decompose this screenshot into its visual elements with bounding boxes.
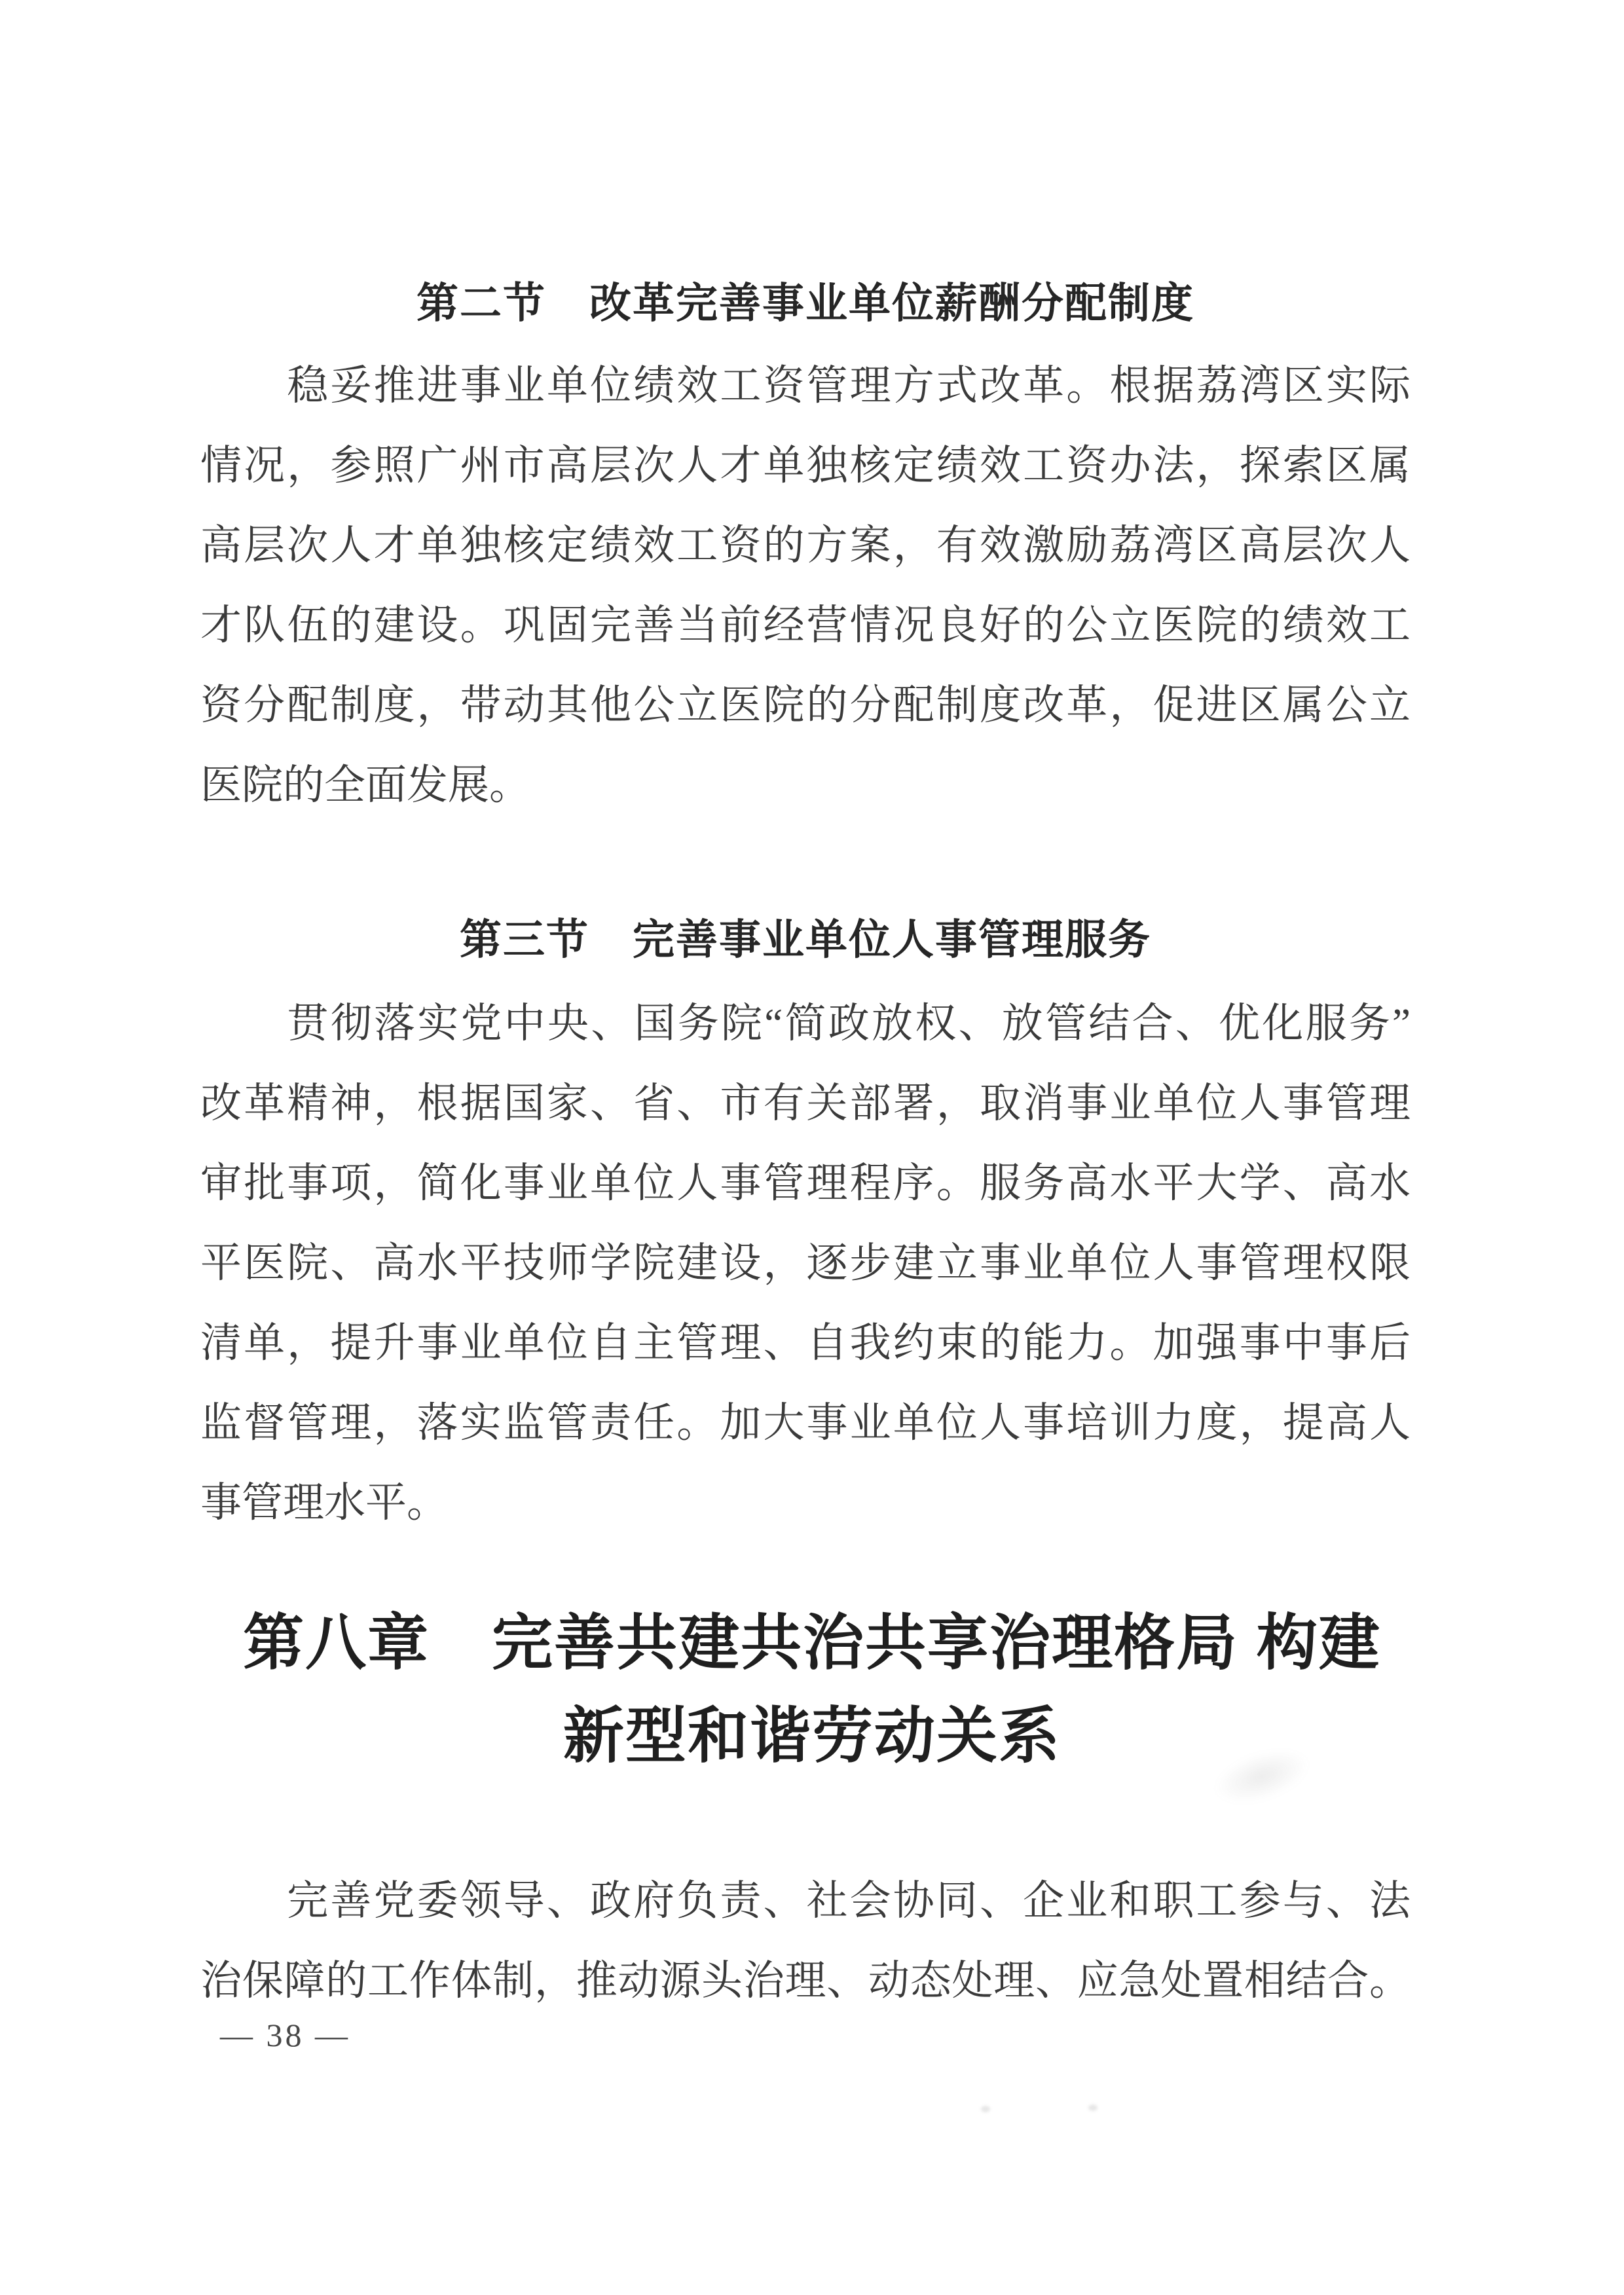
body-line: 审批事项，简化事业单位人事管理程序。服务高水平大学、高水	[200, 1160, 1411, 1206]
body-line: 平医院、高水平技师学院建设，逐步建立事业单位人事管理权限	[200, 1240, 1411, 1286]
body-line: 资分配制度，带动其他公立医院的分配制度改革，促进区属公立	[200, 682, 1411, 728]
section-2-heading: 第二节 改革完善事业单位薪酬分配制度	[416, 280, 1194, 327]
body-line: 事管理水平。	[200, 1480, 448, 1526]
body-line: 稳妥推进事业单位绩效工资管理方式改革。根据荔湾区实际	[200, 363, 1411, 409]
body-line: 高层次人才单独核定绩效工资的方案，有效激励荔湾区高层次人	[200, 523, 1411, 568]
chapter-8-heading	[98, 1596, 1526, 1782]
section-3-heading: 第三节 完善事业单位人事管理服务	[460, 916, 1151, 963]
scan-speck	[981, 2106, 990, 2112]
section-3-paragraph	[200, 983, 1411, 1543]
body-line: 才队伍的建设。巩固完善当前经营情况良好的公立医院的绩效工	[200, 602, 1411, 648]
body-line: 治保障的工作体制，推动源头治理、动态处理、应急处置相结合。	[200, 1958, 1411, 2004]
closing-paragraph	[200, 1861, 1411, 2021]
body-line: 监督管理，落实监管责任。加大事业单位人事培训力度，提高人	[200, 1400, 1411, 1446]
body-line: 贯彻落实党中央、国务院“简政放权、放管结合、优化服务”	[200, 1001, 1411, 1046]
section-2-paragraph	[200, 346, 1411, 825]
body-line: 情况，参照广州市高层次人才单独核定绩效工资办法，探索区属	[200, 443, 1411, 488]
chapter-heading-line: 第八章 完善共建共治共享治理格局 构建	[243, 1609, 1381, 1677]
body-line: 完善党委领导、政府负责、社会协同、企业和职工参与、法	[200, 1878, 1411, 1924]
body-line: 清单，提升事业单位自主管理、自我约束的能力。加强事中事后	[200, 1320, 1411, 1366]
chapter-heading-line: 新型和谐劳动关系	[563, 1702, 1061, 1770]
scan-speck	[1088, 2104, 1098, 2111]
body-line: 改革精神，根据国家、省、市有关部署，取消事业单位人事管理	[200, 1080, 1411, 1126]
body-line: 医院的全面发展。	[200, 762, 530, 808]
page-number: — 38 —	[220, 2017, 350, 2053]
